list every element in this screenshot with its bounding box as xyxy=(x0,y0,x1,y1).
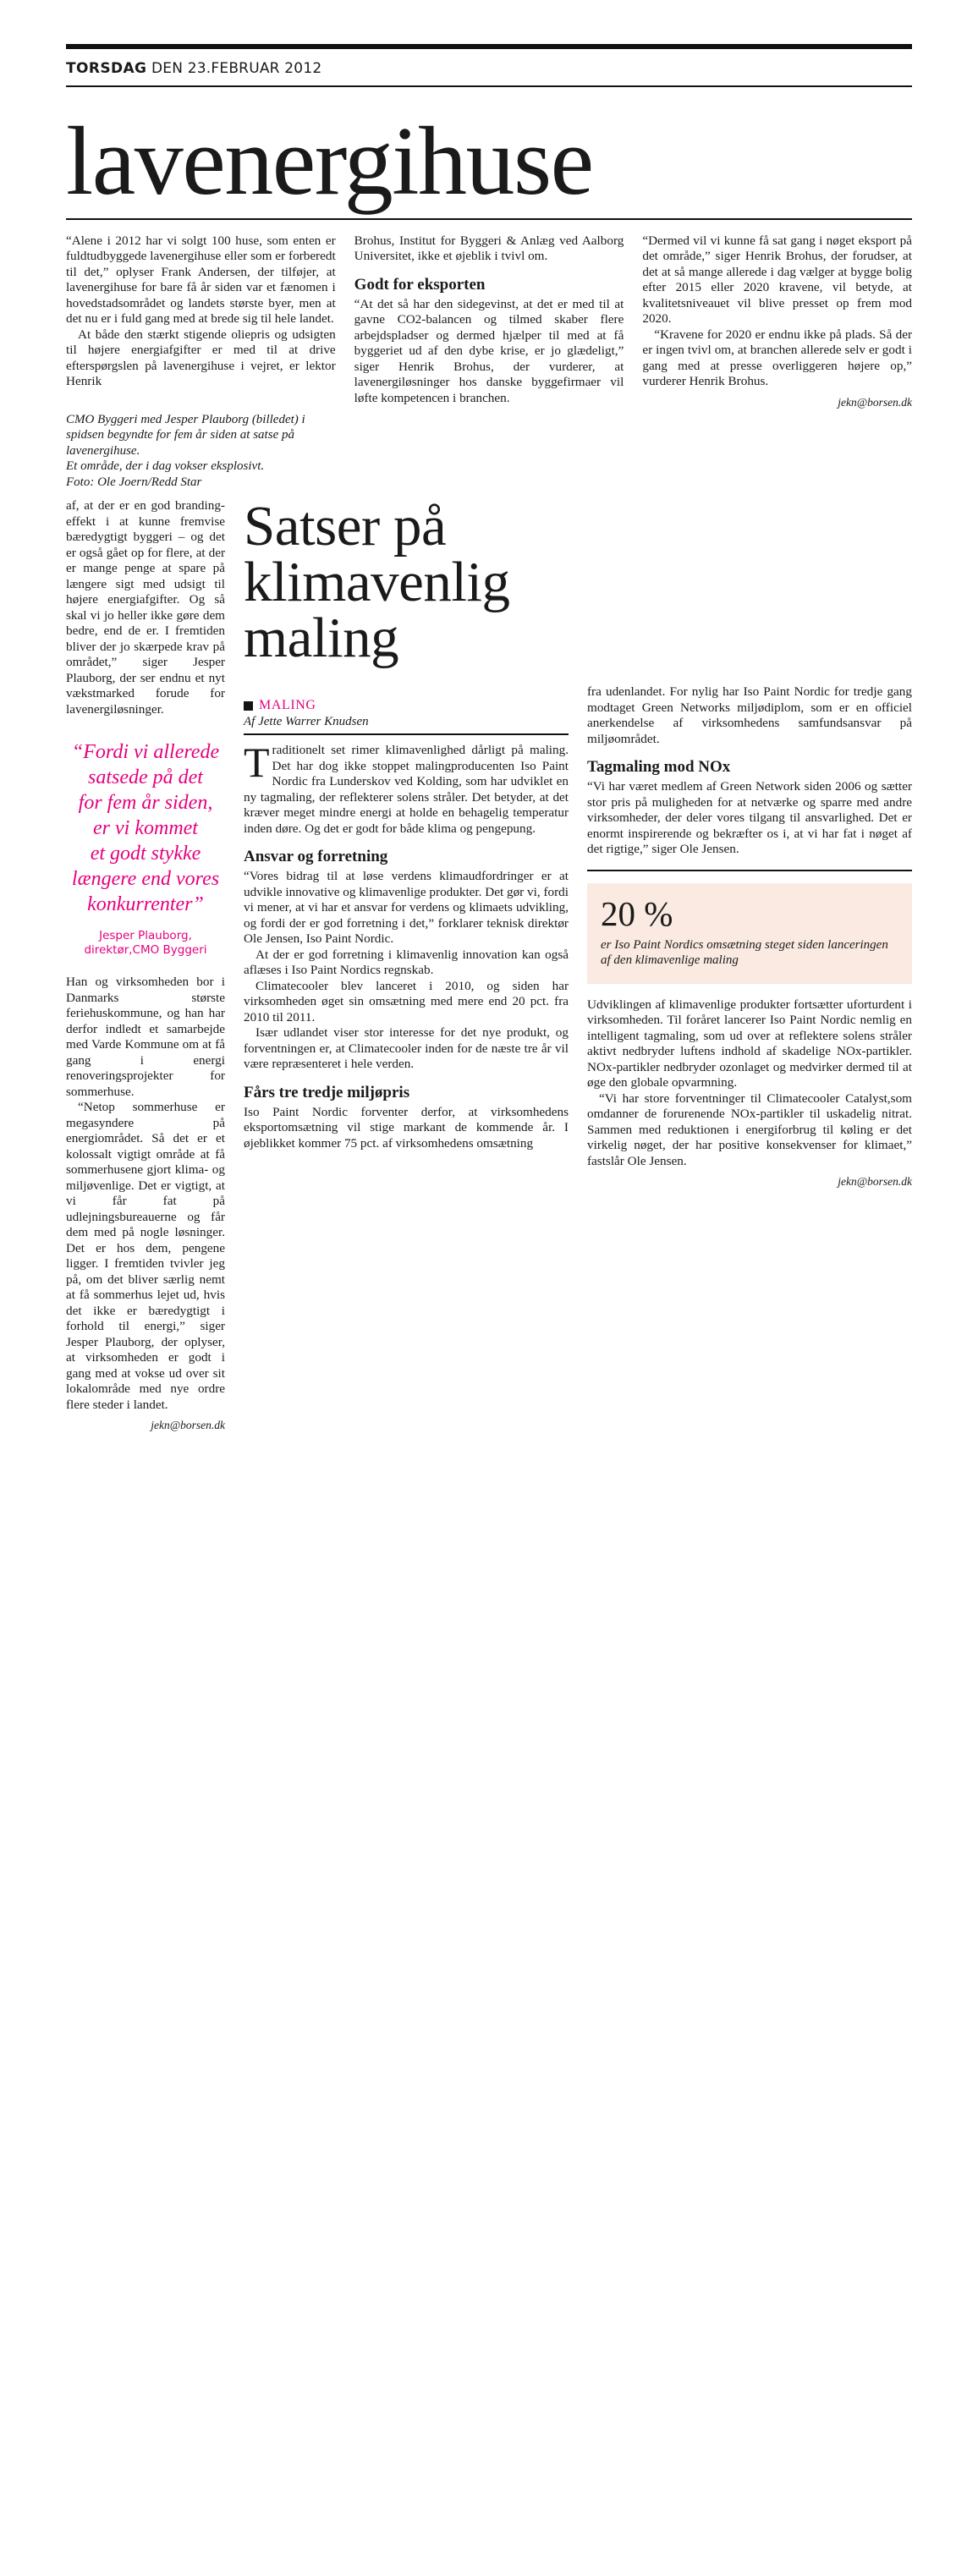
leftrail-byline-email: jekn@borsen.dk xyxy=(151,1419,225,1432)
article2-headline xyxy=(244,495,912,670)
paragraph: Udviklingen af klimavenlige produkter fortsætter uforturdent i virksomheden. Til foråret lancerer Iso Paint Nordic nemlig en intelligent tagmaling, som ud over at reflektere solens stråler aktivt nedbryder luftens indhold af skadelige NOx-partikler. NOx-partikler nedbryder ozonlaget og medvirker dermed til at øge den globale opvarmning. xyxy=(587,997,912,1090)
paragraph: Han og virksomheden bor i Danmarks største feriehuskommune, og han har derfor indledt et samarbejde med Varde Kommune om at få gang i energi renoveringsprojekter for sommerhuse. xyxy=(66,975,225,1099)
pull-quote-line: satsede på det xyxy=(88,766,203,789)
article-lavenergihuse xyxy=(66,233,912,491)
article1-column-3 xyxy=(642,233,912,491)
article1-column-2 xyxy=(354,233,624,491)
headline-line: maling xyxy=(244,607,399,670)
paragraph: “Vores bidrag til at løse verdens klimaudfordringer er at udvikle innovative og klimavenlige produkter. Det gør vi, fordi vi mener, at vi har et ansvar for verdens og klimaets udvikling, og fordi der er god forretning i det,” forklarer teknisk direktør Ole Jensen, Iso Paint Nordic. xyxy=(244,869,569,947)
square-bullet-icon xyxy=(244,701,253,711)
paragraph: fra udenlandet. For nylig har Iso Paint Nordic for tredje gang modtaget Green Networks miljødiplom, som er en officiel anerkendelse af virksomhedens samfundsansvar på miljøområdet. xyxy=(587,684,912,746)
dateline-day: TORSDAG xyxy=(66,60,147,77)
pull-quote xyxy=(66,739,225,917)
paragraph: Brohus, Institut for Byggeri & Anlæg ved Aalborg Universitet, ikke et øjeblik i tvivl om. xyxy=(354,233,624,264)
pull-quote-attr-role: direktør,CMO Byggeri xyxy=(84,943,207,958)
subheading-ansvar-og-forretning: Ansvar og forretning xyxy=(244,848,388,866)
factbox-top-rule xyxy=(587,870,912,871)
pull-quote-attr-name: Jesper Plauborg, xyxy=(99,929,192,943)
paragraph: At både den stærkt stigende oliepris og udsigten til højere energiafgifter er med til at drive efterspørgslen på lavenergihuse i vejret, er lektor Henrik xyxy=(66,327,336,389)
paragraph: “Netop sommerhuse er megasyndere på energiområdet. Så det er et kolossalt vigtigt område at få sommerhusene gjort klima- og miljøvenlige. Det er vigtigt, at vi får fat på udlejningsbureauerne og får dem med på nogle løsninger. Det er hos dem, pengene ligger. I fremtiden tvivler jeg på, om det bliver særlig nemt at få sommerhus lejet ud, hvis det ikke er bæredygtigt i forhold til energi,” siger Jesper Plauborg, der oplyser, at virksomheden er godt i gang med at vokse ud over sit lokalområde med nye ordre flere steder i landet. xyxy=(66,1100,225,1412)
pull-quote-line: længere end vores xyxy=(71,868,220,891)
caption-credit: Foto: Ole Joern/Redd Star xyxy=(66,475,202,489)
paragraph: “Alene i 2012 har vi solgt 100 huse, som enten er fuldtudbyggede lavenergihuse eller som er forberedt til det,” oplyser Frank Andersen, der tilføjer, at lavenergihuse for bare få år siden var et fænomen i hovedstadsområdet og landets største byer, men at det nu er i fuld gang med at brede sig til hele landet. xyxy=(66,233,336,327)
article2-left-rail xyxy=(66,498,225,1432)
article-satser-paa-klimavenlig-maling xyxy=(66,495,912,1432)
caption-line: CMO Byggeri med Jesper Plauborg (billedet) i spidsen begyndte for fem år siden at satse på lavenergihuse. xyxy=(66,412,305,458)
article2-byline-email: jekn@borsen.dk xyxy=(838,1175,912,1189)
subheading-tredje-miljoepris: Fårs tre tredje miljøpris xyxy=(244,1083,410,1101)
article2-column-right xyxy=(587,684,912,1189)
paragraph: “Kravene for 2020 er endnu ikke på plads. Så der er ingen tvivl om, at branchen allerede selv er godt i gang med at presse overliggeren højere op,” vurderer Henrik Brohus. xyxy=(642,327,913,389)
article2-columns xyxy=(244,684,912,1189)
article1-byline-email: jekn@borsen.dk xyxy=(838,395,913,409)
headline-line: Satser på xyxy=(244,495,447,558)
page-title: lavenergihuse xyxy=(66,107,593,216)
pull-quote-attribution xyxy=(66,929,225,958)
subheading-godt-for-eksporten: Godt for eksporten xyxy=(354,275,486,294)
paragraph: “Vi har store forventninger til Climatecooler Catalyst,som omdanner de forurenende NOx-partikler til uskadelig nitrat. Sammen med reduktionen i energiforbrug til køling er det virkelig nøget, der har positive konsekvenser for klimaet,” fastslår Ole Jensen. xyxy=(587,1090,912,1168)
pull-quote-line: et godt stykke xyxy=(90,843,201,865)
dateline xyxy=(66,49,912,85)
paragraph: At der er god forretning i klimavenlig innovation kan også aflæses i Iso Paint Nordics regnskab. xyxy=(244,947,569,978)
pull-quote-line: konkurrenter” xyxy=(87,893,204,916)
paragraph: “Dermed vil vi kunne få sat gang i nøget eksport på det område,” siger Henrik Brohus, der forudser, at det at så mange allerede i dag vælger at bygge bolig efter 2015 eller 2020 kravene, vil betyde, at kvalitetsniveauet vil blive presset op frem mod 2020. xyxy=(642,233,913,327)
article2-column-mid xyxy=(244,684,569,1189)
article2-byline: Af Jette Warrer Knudsen xyxy=(244,715,369,729)
kicker-rule xyxy=(244,733,569,735)
pull-quote-line: for fem år siden, xyxy=(78,792,213,815)
caption-line: Et område, der i dag vokser eksplosivt. xyxy=(66,459,265,474)
dateline-date: DEN 23.FEBRUAR 2012 xyxy=(151,60,322,77)
kicker-label: MALING xyxy=(259,698,316,713)
newspaper-page xyxy=(0,44,978,2576)
section-kicker xyxy=(244,698,569,713)
headline-line: klimavenlig xyxy=(244,551,510,614)
title-rule xyxy=(66,218,912,220)
pull-quote-line: “Fordi vi allerede xyxy=(71,741,220,764)
paragraph: af, at der er en god branding-effekt i at kunne fremvise bæredygtigt byggeri – og det er også gået op for flere, at der er mange penge at spare på længere sigt med udsigt til højere energiafgifter. Og så skal vi jo heller ikke gøre dem bedre, end de er. I fremtiden bliver der jo skærpede krav på området,” siger Jesper Plauborg, der ser endnu et nyt vækstmarked forude for lavenergiløsninger. xyxy=(66,498,225,717)
paragraph: “At det så har den sidegevinst, at det er med til at gavne CO2-balancen og tilmed skaber flere arbejdspladser og dermed hjælper til med at få byggeriet ud af den dybe krise, er jo glædeligt,” siger Henrik Brohus, der vurderer, at lavenergiløsninger hos danske byggefirmaer vil løfte kompetencen i branchen. xyxy=(354,296,624,405)
fact-box xyxy=(587,883,912,984)
photo-caption xyxy=(66,412,336,491)
fact-box-number: 20 % xyxy=(601,893,673,933)
fact-box-text: er Iso Paint Nordics omsætning steget siden lanceringen af den klimavenlige maling xyxy=(601,937,888,968)
paragraph: Climatecooler blev lanceret i 2010, og siden har virksomheden øget sin omsætning med mere end 20 pct. fra 2010 til 2011. xyxy=(244,978,569,1024)
pull-quote-line: er vi kommet xyxy=(93,817,198,840)
article2-main xyxy=(244,495,912,1432)
subheading-tagmaling-mod-nox: Tagmaling mod NOx xyxy=(587,758,731,777)
dateline-rule xyxy=(66,85,912,87)
lead-paragraph: Traditionelt set rimer klimavenlighed dårligt på maling. Det har dog ikke stoppet malingproducenten Iso Paint Nordic fra Lunderskov ved Kolding, som har udviklet en ny tagmaling, der reflekterer solens stråler. Det betyder, at det kræver meget mindre energi at holde en behagelig temperatur inden døre. Og det er godt for både klima og pengepung. xyxy=(244,739,569,836)
article1-column-1 xyxy=(66,233,336,491)
paragraph: “Vi har været medlem af Green Network siden 2006 og sætter stor pris på muligheden for at netværke og sparre med andre virksomheder, der deler vores tilgang til ansvarlighed. Det er enormt inspirerende og bekræfter os i, at vi har fat i nøget af det rigtige,” siger Ole Jensen. xyxy=(587,779,912,857)
paragraph: Især udlandet viser stor interesse for det nye produkt, og forventningen er, at Climatecooler inden for de næste tre år vil være repræsenteret i hele verden. xyxy=(244,1025,569,1072)
paragraph: Iso Paint Nordic forventer derfor, at virksomhedens eksportomsætning vil stige markant de kommende år. I øjeblikket kommer 75 pct. af virksomhedens omsætning xyxy=(244,1104,569,1151)
